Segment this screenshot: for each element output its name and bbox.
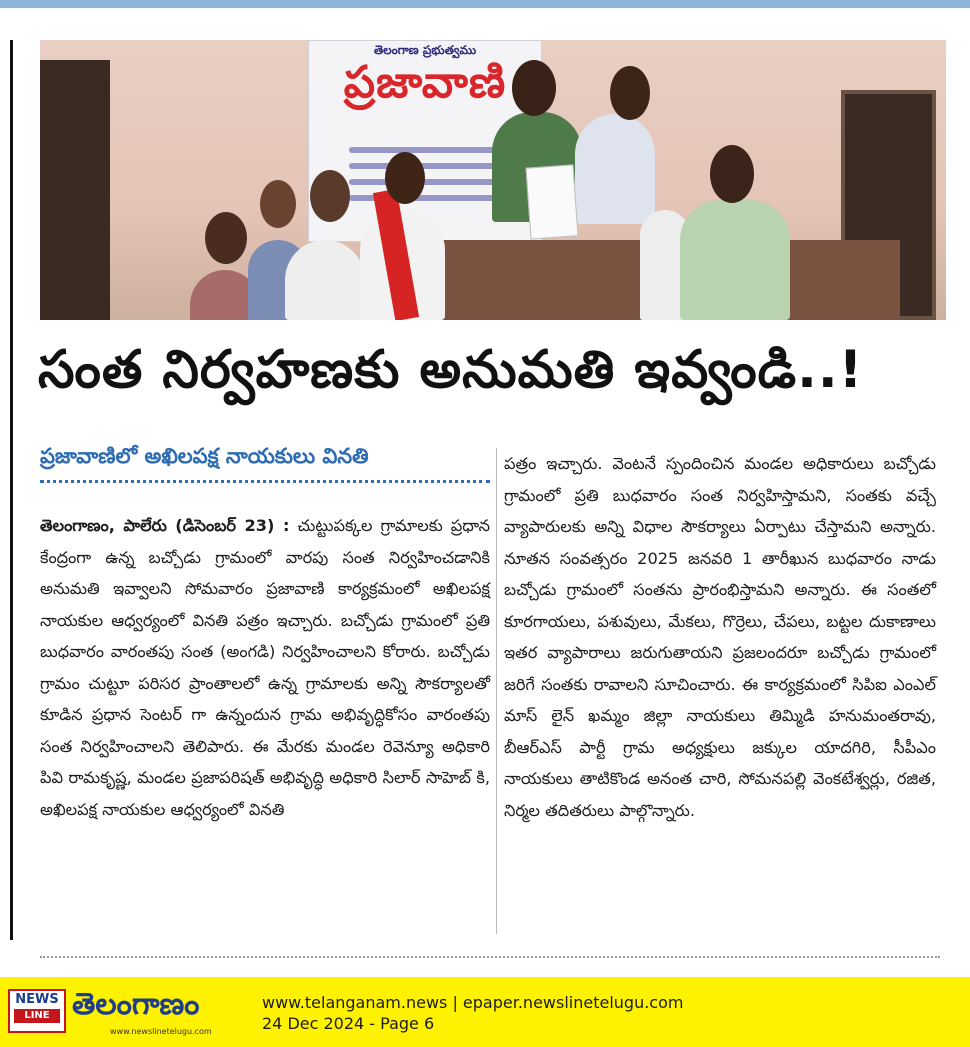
banner-govt-text: తెలంగాణ ప్రభుత్వము	[373, 43, 477, 57]
news-photo	[40, 40, 946, 320]
article-left-column	[40, 510, 490, 825]
footer-websites: www.telanganam.news | epaper.newslinetelugu.com	[262, 993, 684, 1012]
logo-news-text: NEWS	[15, 992, 59, 1007]
article-right-text: పత్రం ఇచ్చారు. వెంటనే స్పందించిన మండల అధికారులు బచ్చోడు గ్రామంలో ప్రతి బుధవారం సంత నిర్వహిస్తామని, సంతకు వచ్చే వ్యాపారులకు అన్ని విధాల సౌకర్యాలు ఏర్పాటు చేస్తామని అన్నారు. నూతన సంవత్సరం 2025 జనవరి 1 తారీఖున బుధవారం నాడు బచ్చోడు గ్రామంలో సంతను ప్రారంభిస్తామని అన్నారు. ఈ సంతలో కూరగాయలు, పశువులు, మేకలు, గొర్రెలు, చేపలు, బట్టల దుకాణాలు ఇతర వ్యాపారాలు జరుగుతాయని ప్రజలందరూ బచ్చోడు గ్రామంలో జరిగే సంతకు రావాలని సూచించారు. ఈ కార్యక్రమంలో సిపిఐ ఎంఎల్ మాస్ లైన్ ఖమ్మం జిల్లా నాయకులు తిమ్మిడి హనుమంతరావు, బీఆర్ఎస్ పార్టీ గ్రామ అధ్యక్షులు జక్కుల యాదగిరి, సీపీఎం నాయకులు తాటికొండ అనంత చారి, సోమనపల్లి వెంకటేశ్వర్లు, రజిత, నిర్మల తదితరులు పాల్గొన్నారు.	[504, 454, 936, 820]
article-right-column	[504, 448, 936, 826]
subheadline: ప్రజావాణిలో అఖిలపక్ష నాయకులు వినతి	[40, 444, 369, 468]
person-light-green	[680, 200, 790, 320]
article-left-text: చుట్టుపక్కల గ్రామాలకు ప్రధాన కేంద్రంగా ఉన్న బచ్చోడు గ్రామంలో వారపు సంత నిర్వహించడానికి అనుమతి ఇవ్వాలని సోమవారం ప్రజావాణి కార్యక్రమంలో అఖిలపక్ష నాయకుల ఆధ్వర్యంలో వినతి పత్రం ఇచ్చారు. బచ్చోడు గ్రామంలో ప్రతి బుధవారం వారంతపు సంత (అంగడి) నిర్వహించాలని కోరారు. బచ్చోడు గ్రామం చుట్టూ పరిసర ప్రాంతాలలో ఉన్న గ్రామాలకు అన్ని సౌకర్యాలతో కూడిన ప్రధాన సెంటర్ గా ఉన్నందున గ్రామ అభివృద్ధికోసం వారంతపు సంత నిర్వహించాలని తెలిపారు. ఈ మేరకు మండల రెవెన్యూ అధికారి పివి రామకృష్ణ, మండల ప్రజాపరిషత్ అభివృద్ధి అధికారి సిలార్ సాహెబ్ కి, అఖిలపక్ష నాయకుల ఆధ్వర్యంలో వినతి	[40, 516, 490, 819]
petition-paper	[526, 164, 579, 239]
newsline-logo	[8, 989, 66, 1033]
person-officer-white	[575, 114, 655, 224]
headline: సంత నిర్వహణకు అనుమతి ఇవ్వండి..!	[38, 340, 864, 400]
photo-door-left	[40, 60, 110, 320]
person-glasses-head	[260, 180, 296, 228]
person-elder-head	[310, 170, 350, 222]
telanganam-logo: తెలంగాణం	[72, 987, 200, 1022]
dateline: తెలంగాణం, పాలేరు (డిసెంబర్ 23) :	[40, 516, 290, 535]
logo-line-text: LINE	[14, 1009, 60, 1023]
footer-edition: 24 Dec 2024 - Page 6	[262, 1014, 435, 1033]
footer-bar	[0, 977, 970, 1047]
top-color-bar	[0, 0, 970, 8]
bottom-dotted-rule	[40, 956, 940, 958]
subheadline-underline	[40, 480, 490, 483]
column-divider	[496, 448, 497, 934]
person-red-sash-head	[385, 152, 425, 204]
logo-url: www.newslinetelugu.com	[110, 1027, 212, 1036]
person-light-green-head	[710, 145, 754, 203]
banner-title: ప్రజావాణి	[343, 57, 507, 108]
left-column-rule	[10, 40, 13, 940]
person-officer-green-head	[512, 60, 556, 116]
person-woman-head	[205, 212, 247, 264]
person-officer-white-head	[610, 66, 650, 120]
person-elder	[285, 240, 365, 320]
